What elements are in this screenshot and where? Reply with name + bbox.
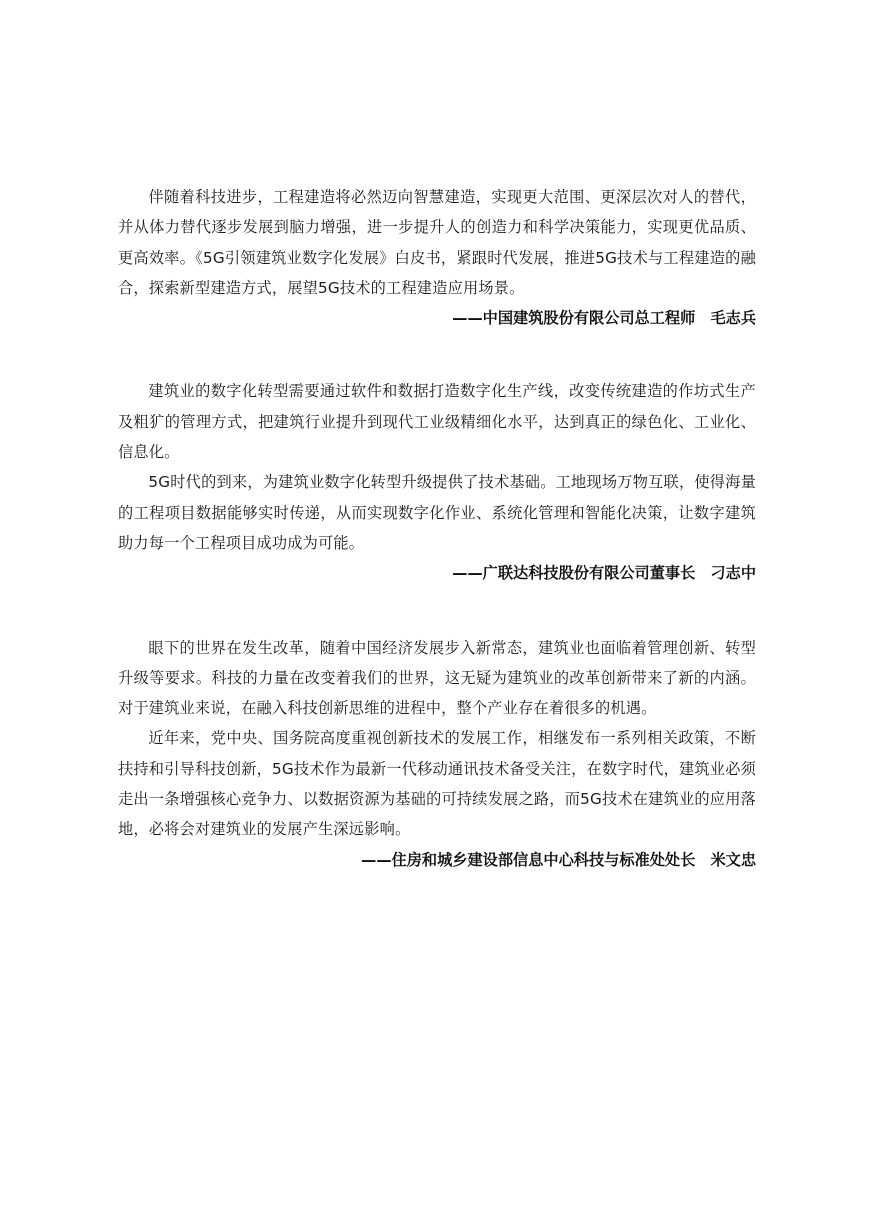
- quote-block-mao-zhibing: [118, 182, 756, 333]
- quote-paragraph: 近年来，党中央、国务院高度重视创新技术的发展工作，相继发布一系列相关政策，不断扶持和引导科技创新，5G技术作为最新一代移动通讯技术备受关注，在数字时代，建筑业必须走出一条增强核心竞争力、以数据资源为基础的可持续发展之路，而5G技术在建筑业的应用落地，必将会对建筑业的发展产生深远影响。: [118, 729, 756, 839]
- quote-attribution: ——住房和城乡建设部信息中心科技与标准处处长 米文忠: [361, 850, 756, 869]
- quote-attribution: ——中国建筑股份有限公司总工程师 毛志兵: [452, 309, 756, 328]
- quote-block-mi-wenzhong: [118, 633, 756, 875]
- quote-paragraph: 建筑业的数字化转型需要通过软件和数据打造数字化生产线，改变传统建造的作坊式生产及粗犷的管理方式，把建筑行业提升到现代工业级精细化水平，达到真正的绿色化、工业化、信息化。: [118, 382, 756, 462]
- quote-attribution: ——广联达科技股份有限公司董事长 刁志中: [452, 564, 756, 583]
- document-page: [118, 182, 756, 875]
- quote-block-diao-zhizhong: [118, 376, 756, 588]
- quote-paragraph: 伴随着科技进步，工程建造将必然迈向智慧建造，实现更大范围、更深层次对人的替代，并从体力替代逐步发展到脑力增强，进一步提升人的创造力和科学决策能力，实现更优品质、更高效率。《5G引领建筑业数字化发展》白皮书，紧跟时代发展，推进5G技术与工程建造的融合，探索新型建造方式，展望5G技术的工程建造应用场景。: [118, 188, 756, 297]
- quote-paragraph: 眼下的世界在发生改革，随着中国经济发展步入新常态，建筑业也面临着管理创新、转型升级等要求。科技的力量在改变着我们的世界，这无疑为建筑业的改革创新带来了新的内涵。对于建筑业来说，在融入科技创新思维的进程中，整个产业存在着很多的机遇。: [118, 638, 756, 718]
- quote-paragraph: 5G时代的到来，为建筑业数字化转型升级提供了技术基础。工地现场万物互联，使得海量的工程项目数据能够实时传递，从而实现数字化作业、系统化管理和智能化决策，让数字建筑助力每一个工程项目成功成为可能。: [118, 473, 756, 552]
